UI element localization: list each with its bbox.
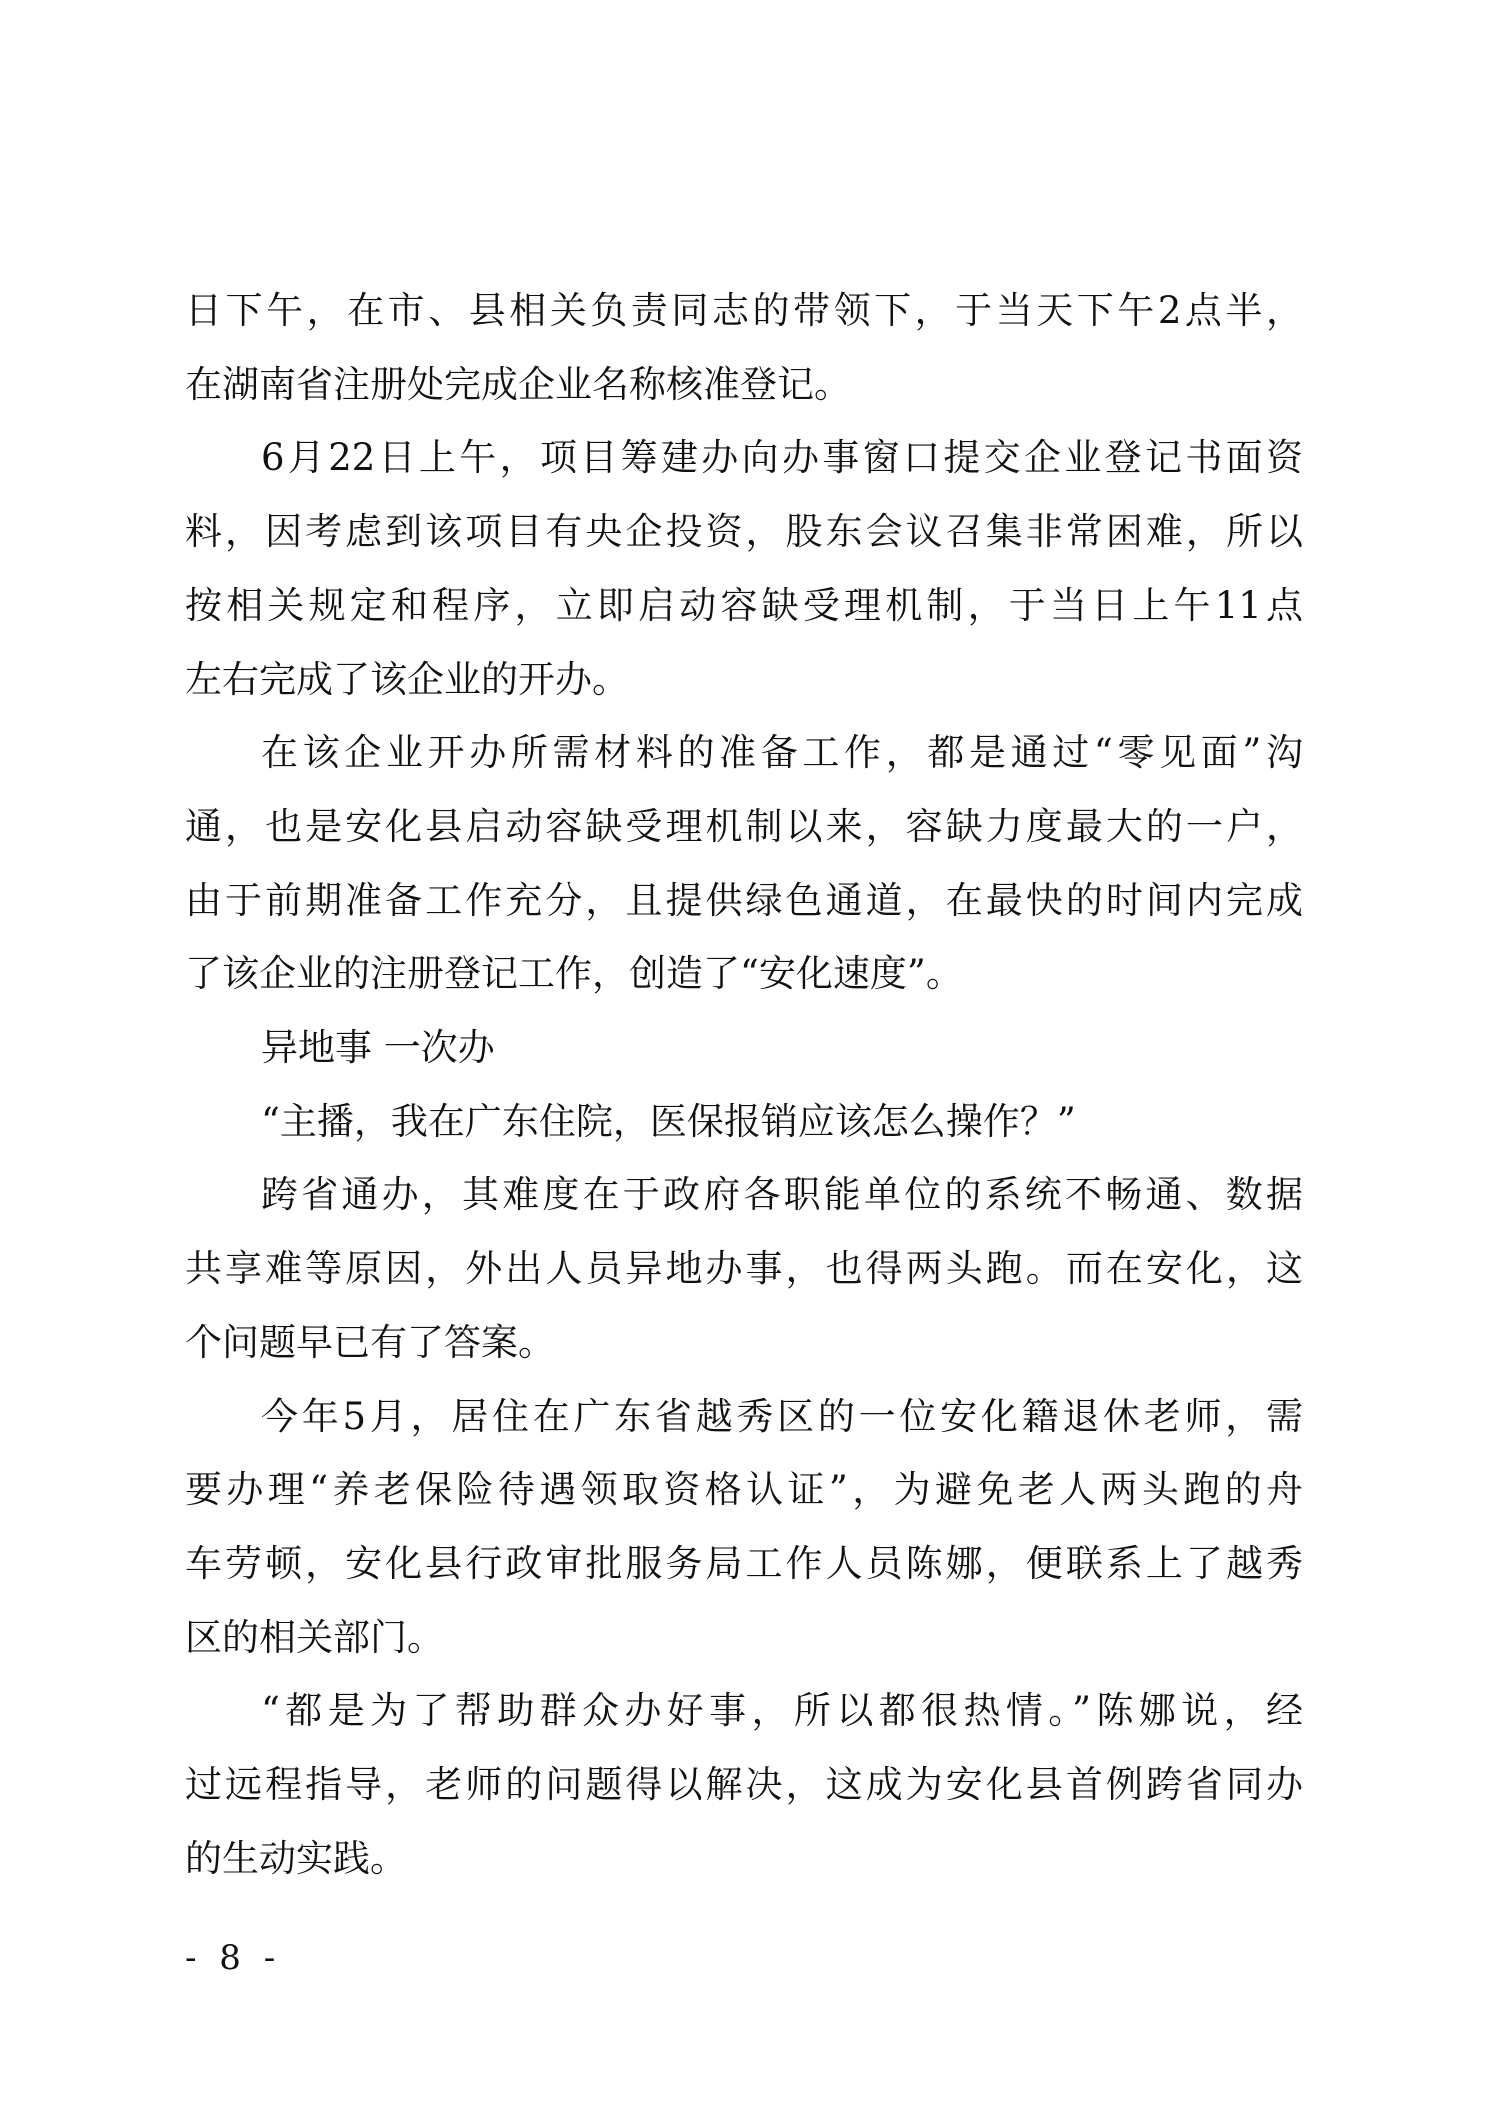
paragraph-line: 要办理“养老保险待遇领取资格认证”，为避免老人两头跑的舟 (185, 1468, 1303, 1512)
paragraph-line: 过远程指导，老师的问题得以解决，这成为安化县首例跨省同办 (185, 1763, 1303, 1806)
paragraph-line: 料，因考虑到该项目有央企投资，股东会议召集非常困难，所以 (185, 510, 1303, 554)
paragraph-line-first: 异地事 一次办 (261, 1026, 495, 1069)
paragraph-line: 通，也是安化县启动容缺受理机制以来，容缺力度最大的一户， (185, 804, 1303, 848)
paragraph-line-first: 6月22日上午，项目筹建办向办事窗口提交企业登记书面资 (261, 436, 1303, 480)
paragraph-line: 区的相关部门。 (185, 1615, 444, 1659)
paragraph-line: 按相关规定和程序，立即启动容缺受理机制，于当日上午11点 (185, 583, 1303, 627)
paragraph-line-first: 今年5月，居住在广东省越秀区的一位安化籍退休老师，需 (261, 1394, 1303, 1438)
page-number: - 8 - (185, 1938, 282, 1978)
paragraph-line-first: 日下午，在市、县相关负责同志的带领下，于当天下午2点半， (185, 289, 1303, 332)
paragraph-line-first: “都是为了帮助群众办好事，所以都很热情。”陈娜说，经 (261, 1689, 1303, 1733)
paragraph-line: 了该企业的注册登记工作，创造了“安化速度”。 (185, 952, 963, 996)
paragraph-line: 在湖南省注册处完成企业名称核准登记。 (185, 362, 851, 406)
paragraph-line-first: 跨省通办，其难度在于政府各职能单位的系统不畅通、数据 (261, 1173, 1303, 1217)
paragraph-line: 的生动实践。 (185, 1836, 407, 1880)
paragraph-line-first: “主播，我在广东住院，医保报销应该怎么操作？” (261, 1099, 1076, 1143)
paragraph-line: 个问题早已有了答案。 (185, 1320, 555, 1364)
paragraph-line: 共享难等原因，外出人员异地办事，也得两头跑。而在安化，这 (185, 1247, 1303, 1291)
paragraph-line: 左右完成了该企业的开办。 (185, 657, 629, 701)
paragraph-line-first: 在该企业开办所需材料的准备工作，都是通过“零见面”沟 (261, 731, 1303, 775)
paragraph-line: 由于前期准备工作充分，且提供绿色通道，在最快的时间内完成 (185, 878, 1303, 922)
paragraph-line: 车劳顿，安化县行政审批服务局工作人员陈娜，便联系上了越秀 (185, 1541, 1303, 1585)
